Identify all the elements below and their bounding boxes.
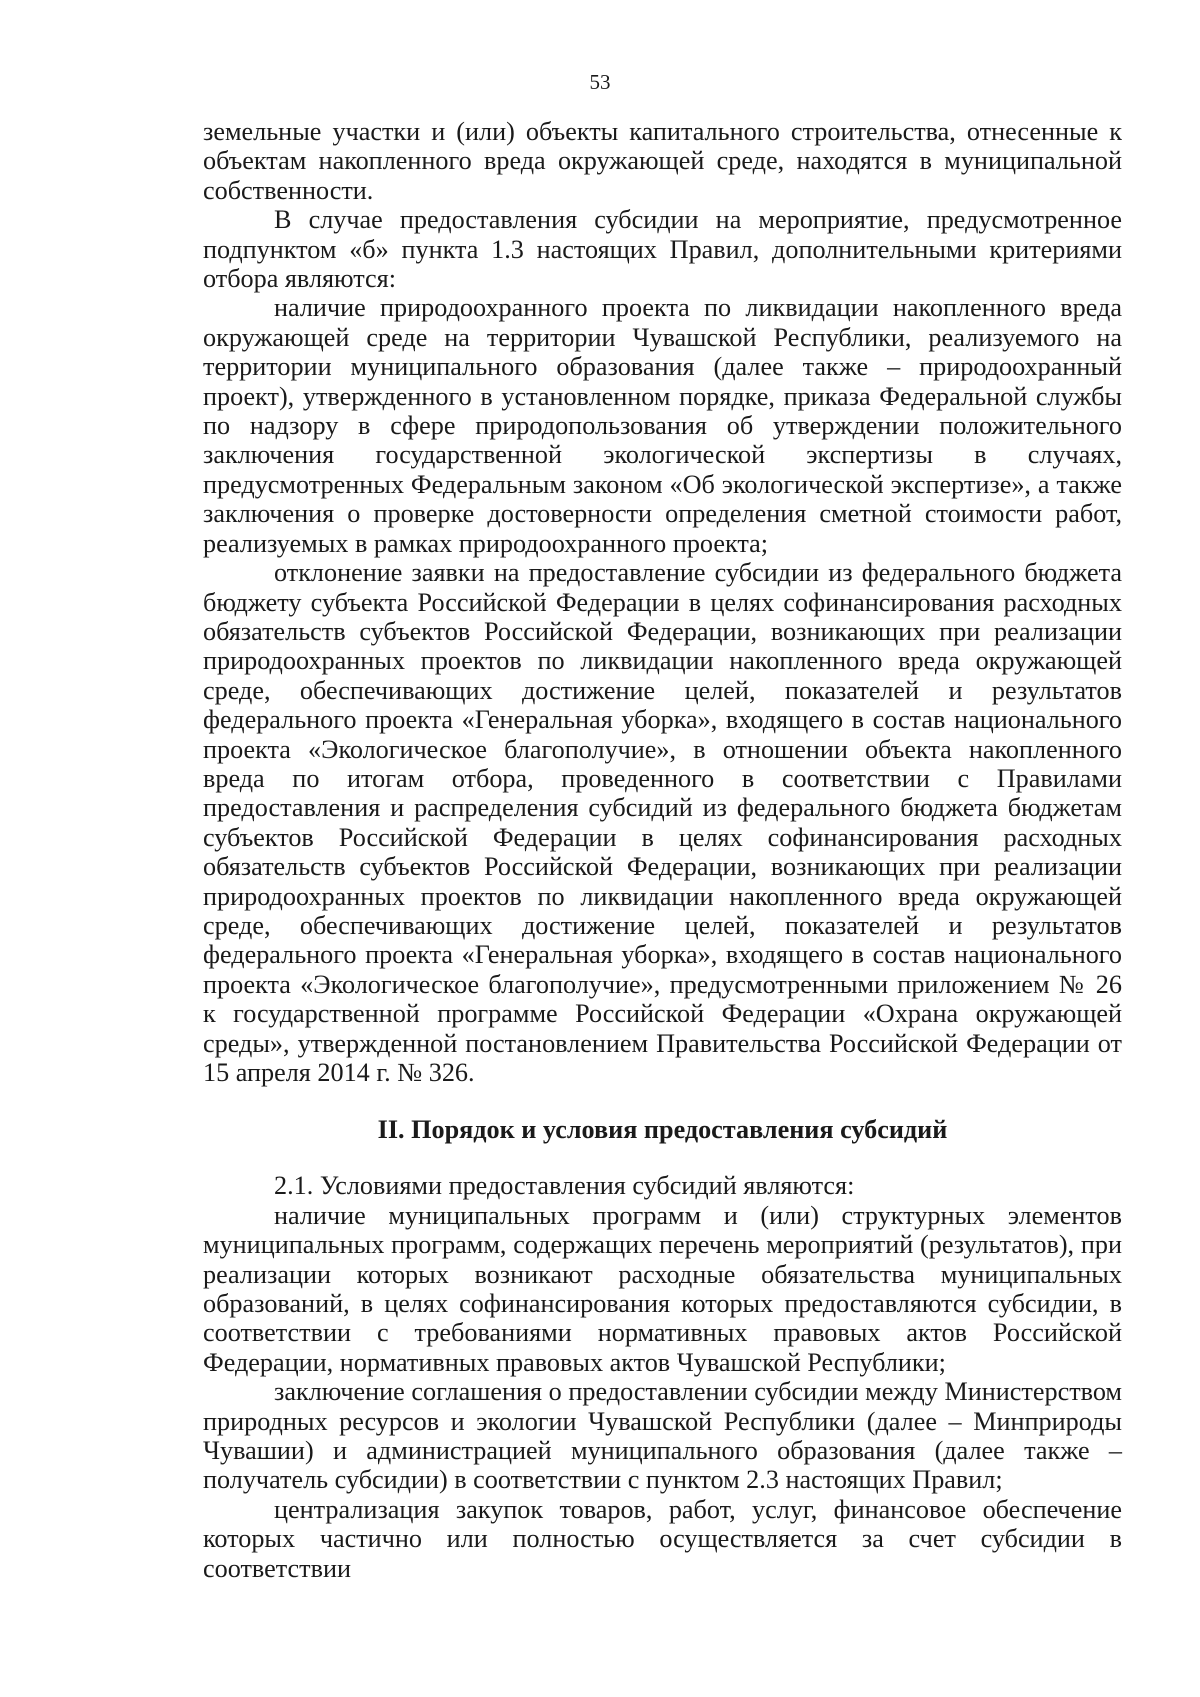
paragraph: отклонение заявки на предоставление субсидии из федерального бюджета бюджету субъекта Российской Федерации в целях софинансирования расходных обязательств субъектов Российской Федерации, возникающих при реализации природоохранных проектов по ликвидации накопленного вреда окружающей среде, обеспечивающих достижение целей, показателей и результатов федерального проекта «Генеральная уборка», входящего в состав национального проекта «Экологическое благополучие», в отношении объекта накопленного вреда по итогам отбора, проведенного в соответствии с Правилами предоставления и распределения субсидий из федерального бюджета бюджетам субъектов Российской Федерации в целях софинансирования расходных обязательств субъектов Российской Федерации, возникающих при реализации природоохранных проектов по ликвидации накопленного вреда окружающей среде, обеспечивающих достижение целей, показателей и результатов федерального проекта «Генеральная уборка», входящего в состав национального проекта «Экологическое благополучие», предусмотренными приложением № 26 к государственной программе Российской Федерации «Охрана окружающей среды», утвержденной постановлением Правительства Российской Федерации от 15 апреля 2014 г. № 326. — [203, 558, 1122, 1087]
paragraph: централизация закупок товаров, работ, услуг, финансовое обеспечение которых частично или полностью осуществляется за счет субсидии в соответствии — [203, 1494, 1122, 1583]
paragraph: заключение соглашения о предоставлении субсидии между Министерством природных ресурсов и экологии Чувашской Республики (далее – Минприроды Чувашии) и администрацией муниципального образования (далее также – получатель субсидии) в соответствии с пунктом 2.3 настоящих Правил; — [203, 1377, 1122, 1495]
page-number: 53 — [589, 70, 611, 94]
paragraph: 2.1. Условиями предоставления субсидий являются: — [274, 1171, 855, 1201]
paragraph: В случае предоставления субсидии на мероприятие, предусмотренное подпунктом «б» пункта 1.3 настоящих Правил, дополнительными критериями отбора являются: — [203, 205, 1122, 294]
paragraph: наличие природоохранного проекта по ликвидации накопленного вреда окружающей среде на территории Чувашской Республики, реализуемого на территории муниципального образования (далее также – природоохранный проект), утвержденного в установленном порядке, приказа Федеральной службы по надзору в сфере природопользования об утверждении положительного заключения государственной экологической экспертизы в случаях, предусмотренных Федеральным законом «Об экологической экспертизе», а также заключения о проверке достоверности определения сметной стоимости работ, реализуемых в рамках природоохранного проекта; — [203, 293, 1122, 558]
document-body — [203, 117, 1122, 1583]
paragraph-continuation: земельные участки и (или) объекты капитального строительства, отнесенные к объектам накопленного вреда окружающей среде, находятся в муниципальной собственности. — [203, 117, 1122, 205]
paragraph: наличие муниципальных программ и (или) структурных элементов муниципальных программ, содержащих перечень мероприятий (результатов), при реализации которых возникают расходные обязательства муниципальных образований, в целях софинансирования которых предоставляются субсидии, в соответствии с требованиями нормативных правовых актов Российской Федерации, нормативных правовых актов Чувашской Республики; — [203, 1200, 1122, 1377]
section-heading: II. Порядок и условия предоставления субсидий — [377, 1115, 948, 1145]
